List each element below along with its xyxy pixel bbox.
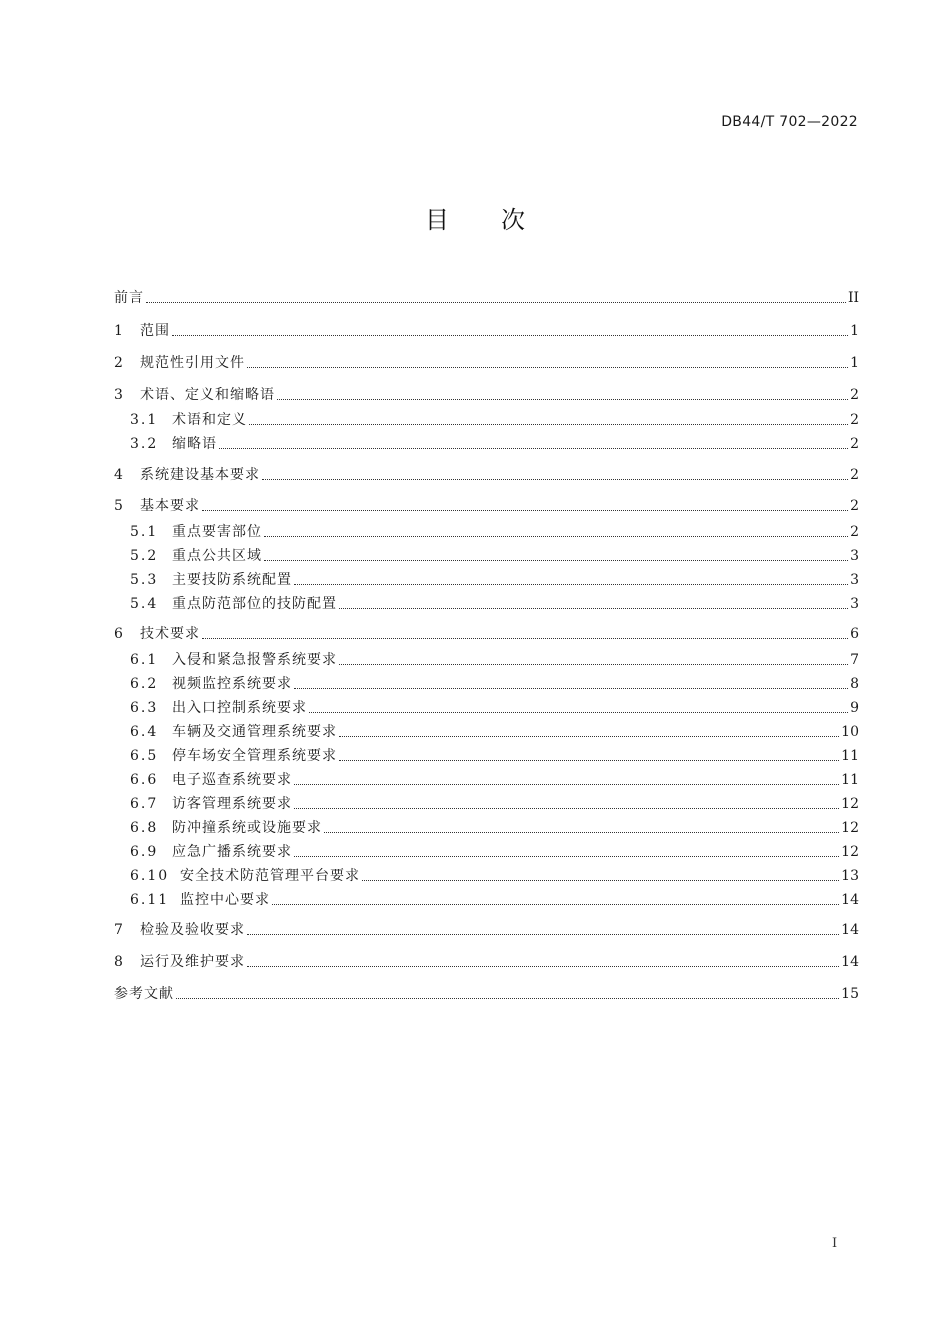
toc-entry-text: 访客管理系统要求 <box>172 796 292 812</box>
toc-entry-number: 5.4 <box>130 596 159 612</box>
toc-leader-dots <box>277 399 848 400</box>
toc-entry-number: 6 <box>114 626 125 642</box>
toc-entry-text: 技术要求 <box>140 626 200 642</box>
toc-entry-page: 9 <box>850 700 859 716</box>
toc-leader-dots <box>249 424 848 425</box>
toc-entry-text: 电子巡查系统要求 <box>172 772 292 788</box>
toc-entry[interactable] <box>130 818 859 838</box>
toc-leader-dots <box>324 832 839 833</box>
toc-leader-dots <box>294 856 839 857</box>
toc-entry-page: 2 <box>850 498 859 514</box>
toc-entry-page: 7 <box>850 652 859 668</box>
toc-entry-number: 4 <box>114 467 125 483</box>
toc-entry-text: 基本要求 <box>140 498 200 514</box>
toc-entry-page: 14 <box>841 954 859 970</box>
toc-leader-dots <box>339 760 839 761</box>
toc-entry[interactable] <box>130 594 859 614</box>
toc-leader-dots <box>219 448 848 449</box>
toc-entry-page: 6 <box>850 626 859 642</box>
toc-entry-text: 应急广播系统要求 <box>172 844 292 860</box>
toc-entry-page: 1 <box>850 323 859 339</box>
toc-entry-text: 重点公共区域 <box>172 548 262 564</box>
toc-leader-dots <box>339 736 839 737</box>
document-code: DB44/T 702—2022 <box>721 114 858 130</box>
toc-entry-page: 1 <box>850 355 859 371</box>
toc-entry[interactable] <box>130 722 859 742</box>
toc-leader-dots <box>309 712 848 713</box>
toc-entry-text: 术语、定义和缩略语 <box>140 387 275 403</box>
toc-entry-page: II <box>847 290 859 306</box>
toc-leader-dots <box>176 998 839 999</box>
toc-entry-number: 3.1 <box>130 412 159 428</box>
toc-entry[interactable] <box>114 496 859 516</box>
toc-entry-text: 规范性引用文件 <box>140 355 245 371</box>
toc-leader-dots <box>294 688 848 689</box>
toc-entry-number: 5.1 <box>130 524 159 540</box>
toc-entry-text: 参考文献 <box>114 986 174 1002</box>
toc-entry[interactable] <box>114 385 859 405</box>
toc-entry-text: 车辆及交通管理系统要求 <box>172 724 337 740</box>
toc-entry-page: 2 <box>850 412 859 428</box>
toc-entry-page: 12 <box>841 844 859 860</box>
toc-entry-page: 2 <box>850 387 859 403</box>
toc-leader-dots <box>339 664 848 665</box>
toc-leader-dots <box>172 335 848 336</box>
toc-entry-text: 范围 <box>140 323 170 339</box>
toc-entry-page: 10 <box>841 724 859 740</box>
toc-entry[interactable] <box>130 674 859 694</box>
toc-entry-number: 6.10 <box>130 868 170 884</box>
toc-entry-number: 6.9 <box>130 844 159 860</box>
toc-entry-page: 3 <box>850 596 859 612</box>
toc-leader-dots <box>202 510 848 511</box>
toc-entry-number: 6.11 <box>130 892 170 908</box>
toc-entry-page: 11 <box>841 772 859 788</box>
toc-leader-dots <box>362 880 839 881</box>
toc-entry[interactable] <box>130 410 859 430</box>
toc-entry[interactable] <box>130 546 859 566</box>
toc-entry-text: 缩略语 <box>172 436 217 452</box>
toc-entry[interactable] <box>130 770 859 790</box>
toc-entry-text: 前言 <box>114 290 144 306</box>
toc-leader-dots <box>294 808 839 809</box>
toc-leader-dots <box>247 934 839 935</box>
toc-entry-page: 15 <box>841 986 859 1002</box>
toc-entry[interactable] <box>114 624 859 644</box>
toc-entry[interactable] <box>130 570 859 590</box>
toc-entry-text: 检验及验收要求 <box>140 922 245 938</box>
toc-leader-dots <box>262 479 848 480</box>
toc-entry[interactable] <box>114 952 859 972</box>
toc-entry-page: 2 <box>850 524 859 540</box>
toc-entry-page: 14 <box>841 922 859 938</box>
toc-entry-number: 1 <box>114 323 125 339</box>
toc-entry-number: 2 <box>114 355 125 371</box>
toc-entry[interactable] <box>130 434 859 454</box>
toc-entry-number: 6.7 <box>130 796 159 812</box>
toc-entry-text: 重点防范部位的技防配置 <box>172 596 337 612</box>
toc-entry-page: 11 <box>841 748 859 764</box>
toc-entry[interactable] <box>130 698 859 718</box>
toc-entry[interactable] <box>130 522 859 542</box>
toc-entry-page: 12 <box>841 820 859 836</box>
toc-entry-text: 系统建设基本要求 <box>140 467 260 483</box>
toc-entry-number: 6.3 <box>130 700 159 716</box>
toc-entry-text: 出入口控制系统要求 <box>172 700 307 716</box>
toc-entry-page: 3 <box>850 548 859 564</box>
toc-leader-dots <box>272 904 839 905</box>
toc-entry-text: 入侵和紧急报警系统要求 <box>172 652 337 668</box>
page-number: I <box>832 1236 838 1251</box>
toc-leader-dots <box>339 608 848 609</box>
toc-leader-dots <box>294 584 848 585</box>
toc-entry-page: 2 <box>850 436 859 452</box>
toc-leader-dots <box>264 560 848 561</box>
toc-entry-page: 2 <box>850 467 859 483</box>
toc-entry-number: 6.8 <box>130 820 159 836</box>
toc-entry-number: 5.2 <box>130 548 159 564</box>
toc-entry-number: 5 <box>114 498 125 514</box>
toc-entry[interactable] <box>114 984 859 1004</box>
toc-entry[interactable] <box>114 321 859 341</box>
toc-entry-text: 主要技防系统配置 <box>172 572 292 588</box>
toc-entry-page: 13 <box>841 868 859 884</box>
toc-entry-number: 5.3 <box>130 572 159 588</box>
toc-entry-text: 停车场安全管理系统要求 <box>172 748 337 764</box>
toc-entry-page: 14 <box>841 892 859 908</box>
toc-entry-text: 术语和定义 <box>172 412 247 428</box>
toc-entry[interactable] <box>130 842 859 862</box>
toc-entry-text: 运行及维护要求 <box>140 954 245 970</box>
toc-leader-dots <box>146 302 846 303</box>
toc-entry-text: 防冲撞系统或设施要求 <box>172 820 322 836</box>
toc-leader-dots <box>294 784 839 785</box>
toc-entry-page: 12 <box>841 796 859 812</box>
toc-entry[interactable] <box>114 288 859 308</box>
toc-entry[interactable] <box>130 650 859 670</box>
page-title: 目次 <box>425 206 577 234</box>
toc-entry-number: 8 <box>114 954 125 970</box>
toc-entry-number: 6.1 <box>130 652 159 668</box>
toc-entry-page: 3 <box>850 572 859 588</box>
toc-entry[interactable] <box>130 746 859 766</box>
toc-entry-number: 6.2 <box>130 676 159 692</box>
toc-leader-dots <box>247 367 848 368</box>
toc-entry-number: 7 <box>114 922 125 938</box>
toc-entry-number: 3 <box>114 387 125 403</box>
toc-entry-number: 6.5 <box>130 748 159 764</box>
toc-entry-text: 监控中心要求 <box>180 892 270 908</box>
toc-entry[interactable] <box>130 866 859 886</box>
toc-leader-dots <box>202 638 848 639</box>
toc-entry-number: 6.6 <box>130 772 159 788</box>
toc-entry[interactable] <box>130 890 859 910</box>
toc-entry[interactable] <box>114 465 859 485</box>
toc-leader-dots <box>247 966 839 967</box>
toc-entry-number: 3.2 <box>130 436 159 452</box>
toc-leader-dots <box>264 536 848 537</box>
toc-entry-number: 6.4 <box>130 724 159 740</box>
toc-entry[interactable] <box>114 353 859 373</box>
toc-entry[interactable] <box>114 920 859 940</box>
toc-entry-text: 安全技术防范管理平台要求 <box>180 868 360 884</box>
toc-entry[interactable] <box>130 794 859 814</box>
toc-entry-text: 视频监控系统要求 <box>172 676 292 692</box>
toc-entry-text: 重点要害部位 <box>172 524 262 540</box>
toc-entry-page: 8 <box>850 676 859 692</box>
